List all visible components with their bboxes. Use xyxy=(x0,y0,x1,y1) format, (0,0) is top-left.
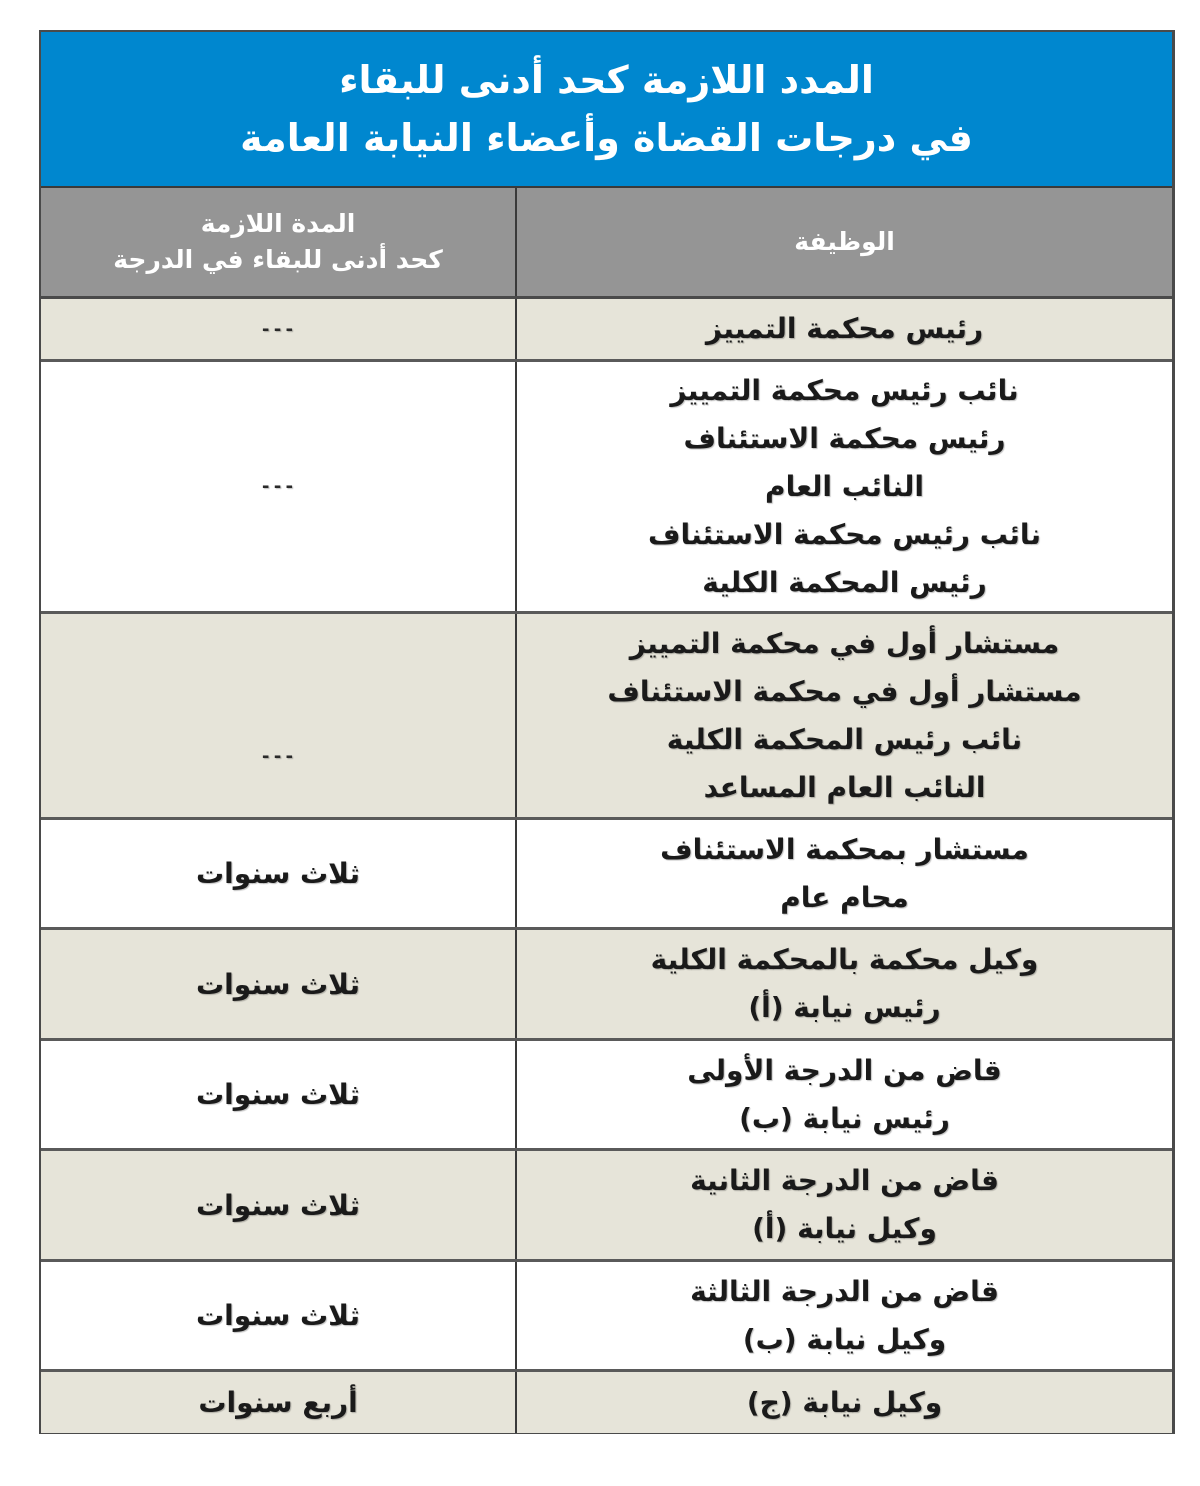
job-title: محام عام xyxy=(780,880,909,914)
job-title: قاض من الدرجة الثالثة xyxy=(690,1274,999,1308)
job-title: نائب رئيس المحكمة الكلية xyxy=(666,722,1023,756)
column-header-job xyxy=(515,188,1172,296)
job-title: نائب رئيس محكمة الاستئناف xyxy=(648,517,1041,551)
column-header-duration-line-1: المدة اللازمة xyxy=(200,209,356,238)
job-title: النائب العام xyxy=(765,469,924,503)
duration-cell xyxy=(41,614,515,817)
job-cell xyxy=(515,1041,1172,1148)
job-title: وكيل نيابة (أ) xyxy=(752,1212,937,1245)
duration-cell xyxy=(41,1041,515,1148)
table-row xyxy=(41,820,1172,930)
duration-value: أربع سنوات xyxy=(198,1386,358,1419)
table-row xyxy=(41,1262,1172,1372)
column-header-job-label: الوظيفة xyxy=(794,227,895,256)
job-title: نائب رئيس محكمة التمييز xyxy=(670,373,1019,407)
job-title: مستشار بمحكمة الاستئناف xyxy=(660,832,1029,866)
job-title: وكيل نيابة (ب) xyxy=(742,1322,947,1356)
duration-value: ثلاث سنوات xyxy=(196,1188,360,1222)
job-cell xyxy=(515,362,1172,611)
job-title: رئيس محكمة الاستئناف xyxy=(683,421,1006,455)
duration-cell xyxy=(41,1151,515,1259)
duration-value: ثلاث سنوات xyxy=(196,1078,360,1111)
job-title: رئيس المحكمة الكلية xyxy=(702,565,987,599)
title-line-1: المدد اللازمة كحد أدنى للبقاء xyxy=(339,58,874,102)
table-row xyxy=(41,614,1172,820)
title-line-2: في درجات القضاة وأعضاء النيابة العامة xyxy=(240,116,973,160)
job-title: قاض من الدرجة الأولى xyxy=(687,1053,1002,1087)
duration-cell xyxy=(41,1372,515,1433)
table-body xyxy=(41,299,1172,1431)
column-header-duration xyxy=(41,188,515,296)
job-title: وكيل محكمة بالمحكمة الكلية xyxy=(650,943,1039,976)
table-row xyxy=(41,1372,1172,1433)
column-header-row xyxy=(41,188,1172,299)
table-title xyxy=(41,32,1172,188)
table-row xyxy=(41,1151,1172,1262)
job-title: رئيس نيابة (أ) xyxy=(748,991,941,1024)
job-title: وكيل نيابة (ج) xyxy=(746,1385,943,1419)
duration-cell xyxy=(41,820,515,927)
job-title: مستشار أول في محكمة الاستئناف xyxy=(607,674,1082,708)
duration-value: ثلاث سنوات xyxy=(196,1299,360,1332)
job-cell xyxy=(515,614,1172,817)
job-cell xyxy=(515,299,1172,359)
durations-table xyxy=(39,30,1175,1434)
duration-cell xyxy=(41,930,515,1038)
table-row xyxy=(41,362,1172,614)
duration-value: ثلاث سنوات xyxy=(196,967,360,1001)
job-title: النائب العام المساعد xyxy=(703,770,986,804)
duration-cell xyxy=(41,362,515,611)
duration-cell xyxy=(41,1262,515,1369)
job-cell xyxy=(515,820,1172,927)
job-cell xyxy=(515,1262,1172,1369)
duration-cell xyxy=(41,299,515,359)
duration-value: --- xyxy=(260,476,296,497)
duration-value: ثلاث سنوات xyxy=(196,857,360,890)
table-row xyxy=(41,299,1172,362)
duration-value: --- xyxy=(260,746,296,767)
job-title: مستشار أول في محكمة التمييز xyxy=(629,626,1060,660)
job-cell xyxy=(515,1372,1172,1433)
job-cell xyxy=(515,930,1172,1038)
job-cell xyxy=(515,1151,1172,1259)
job-title: رئيس محكمة التمييز xyxy=(705,312,984,345)
duration-value: --- xyxy=(260,318,296,340)
column-header-duration-line-2: كحد أدنى للبقاء في الدرجة xyxy=(113,245,443,274)
job-title: قاض من الدرجة الثانية xyxy=(690,1164,999,1197)
table-row xyxy=(41,930,1172,1041)
table-row xyxy=(41,1041,1172,1151)
job-title: رئيس نيابة (ب) xyxy=(739,1101,950,1135)
